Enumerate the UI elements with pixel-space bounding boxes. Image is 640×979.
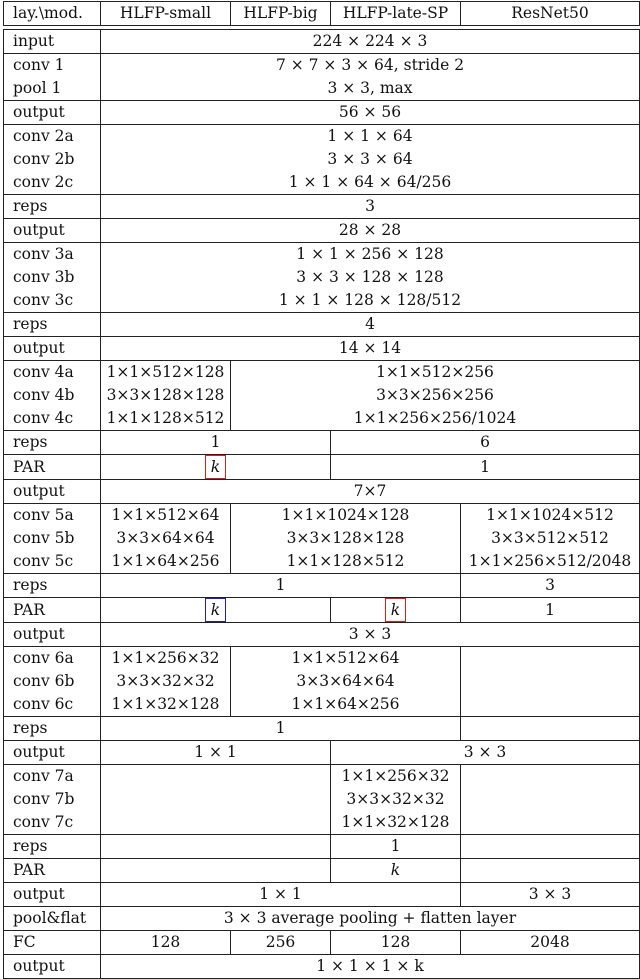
table-row	[4, 955, 640, 979]
header-hlfp-big: HLFP-big	[231, 2, 331, 26]
cell-empty	[461, 859, 640, 883]
architecture-table	[3, 1, 640, 979]
cell-empty	[101, 859, 331, 883]
cell-value: 1	[461, 598, 640, 623]
row-label: output	[4, 741, 101, 765]
table-row	[4, 337, 640, 361]
row-label: conv 7a conv 7b conv 7c	[4, 765, 101, 835]
cell-value: 128	[331, 931, 461, 955]
table-row	[4, 30, 640, 54]
cell-value: 224 × 224 × 3	[101, 30, 640, 54]
cell-value: 1×1×512×256 3×3×256×256 1×1×256×256/1024	[231, 361, 640, 431]
cell-value: 7×7	[101, 480, 640, 504]
header-layer: lay.\mod.	[4, 2, 101, 26]
row-label: PAR	[4, 859, 101, 883]
cell-value: 6	[331, 431, 640, 455]
cell-value: 1 × 1 × 64 3 × 3 × 64 1 × 1 × 64 × 64/256	[101, 125, 640, 195]
table-row	[4, 313, 640, 337]
cell-value: 1	[101, 574, 461, 598]
cell-value: 1	[331, 835, 461, 859]
table-row	[4, 195, 640, 219]
cell-value: 128	[101, 931, 231, 955]
table-row	[4, 741, 640, 765]
cell-value: 56 × 56	[101, 101, 640, 125]
cell-value: 7 × 7 × 3 × 64, stride 2 3 × 3, max	[101, 54, 640, 101]
table-row	[4, 574, 640, 598]
row-label: PAR	[4, 455, 101, 480]
cell-value: 1×1×512×128 3×3×128×128 1×1×128×512	[101, 361, 231, 431]
table-row	[4, 883, 640, 907]
cell-value: 3	[101, 195, 640, 219]
cell-value: 1×1×256×32 3×3×32×32 1×1×32×128	[331, 765, 461, 835]
table-row	[4, 219, 640, 243]
table-row	[4, 931, 640, 955]
cell-value	[101, 455, 331, 480]
row-label: reps	[4, 431, 101, 455]
cell-value: 4	[101, 313, 640, 337]
header-hlfp-late-sp: HLFP-late-SP	[331, 2, 461, 26]
table-row	[4, 647, 640, 717]
cell-value: 1×1×1024×512 3×3×512×512 1×1×256×512/2048	[461, 504, 640, 574]
row-label: PAR	[4, 598, 101, 623]
table-row	[4, 54, 640, 101]
row-label: conv 5a conv 5b conv 5c	[4, 504, 101, 574]
table-row	[4, 907, 640, 931]
cell-value: 2048	[461, 931, 640, 955]
table-row	[4, 859, 640, 883]
table-row	[4, 717, 640, 741]
cell-value: 1	[331, 455, 640, 480]
header-resnet50: ResNet50	[461, 2, 640, 26]
cell-value: 3	[461, 574, 640, 598]
row-label: reps	[4, 835, 101, 859]
table-row	[4, 361, 640, 431]
cell-value: 1 × 1 × 1 × k	[101, 955, 640, 979]
row-label: output	[4, 337, 101, 361]
row-label: reps	[4, 195, 101, 219]
cell-value: 1 × 1 × 256 × 128 3 × 3 × 128 × 128 1 × 1 × 128 × 128/512	[101, 243, 640, 313]
row-label: output	[4, 623, 101, 647]
cell-value: k	[331, 859, 461, 883]
cell-empty	[461, 835, 640, 859]
cell-value: 1×1×256×32 3×3×32×32 1×1×32×128	[101, 647, 231, 717]
row-label: reps	[4, 717, 101, 741]
table-row	[4, 480, 640, 504]
cell-value: 3 × 3	[461, 883, 640, 907]
red-highlight-box: k	[385, 598, 406, 622]
row-label: input	[4, 30, 101, 54]
cell-value: 3 × 3 average pooling + flatten layer	[101, 907, 640, 931]
row-label: FC	[4, 931, 101, 955]
header-hlfp-small: HLFP-small	[101, 2, 231, 26]
row-label: reps	[4, 313, 101, 337]
row-label: output	[4, 219, 101, 243]
cell-value: 1×1×512×64 3×3×64×64 1×1×64×256	[101, 504, 231, 574]
table-row	[4, 598, 640, 623]
cell-value: 1×1×512×64 3×3×64×64 1×1×64×256	[231, 647, 461, 717]
cell-value: 1	[101, 431, 331, 455]
row-label: conv 4a conv 4b conv 4c	[4, 361, 101, 431]
blue-highlight-box: k	[205, 598, 226, 622]
cell-value	[101, 598, 331, 623]
red-highlight-box: k	[205, 455, 226, 479]
cell-value: 1×1×1024×128 3×3×128×128 1×1×128×512	[231, 504, 461, 574]
table-row	[4, 431, 640, 455]
cell-empty	[101, 835, 331, 859]
header-row	[4, 2, 640, 26]
cell-value: 1 × 1	[101, 883, 461, 907]
table-row	[4, 243, 640, 313]
table-row	[4, 765, 640, 835]
cell-empty	[461, 765, 640, 835]
cell-value: 14 × 14	[101, 337, 640, 361]
table-row	[4, 623, 640, 647]
row-label: conv 6a conv 6b conv 6c	[4, 647, 101, 717]
row-label: output	[4, 883, 101, 907]
cell-value	[331, 598, 461, 623]
row-label: output	[4, 101, 101, 125]
cell-value: 3 × 3	[101, 623, 640, 647]
row-label: conv 3a conv 3b conv 3c	[4, 243, 101, 313]
cell-value: 3 × 3	[331, 741, 640, 765]
cell-empty	[101, 765, 331, 835]
row-label: reps	[4, 574, 101, 598]
cell-value: 1	[101, 717, 461, 741]
table-row	[4, 101, 640, 125]
table-row	[4, 504, 640, 574]
row-label: output	[4, 480, 101, 504]
cell-value: 1 × 1	[101, 741, 331, 765]
cell-value: 28 × 28	[101, 219, 640, 243]
row-label: pool&flat	[4, 907, 101, 931]
row-label: conv 1 pool 1	[4, 54, 101, 101]
row-label: conv 2a conv 2b conv 2c	[4, 125, 101, 195]
cell-empty	[461, 717, 640, 741]
table-row	[4, 455, 640, 480]
row-label: output	[4, 955, 101, 979]
cell-value: 256	[231, 931, 331, 955]
table-row	[4, 835, 640, 859]
cell-empty	[461, 647, 640, 717]
table-row	[4, 125, 640, 195]
